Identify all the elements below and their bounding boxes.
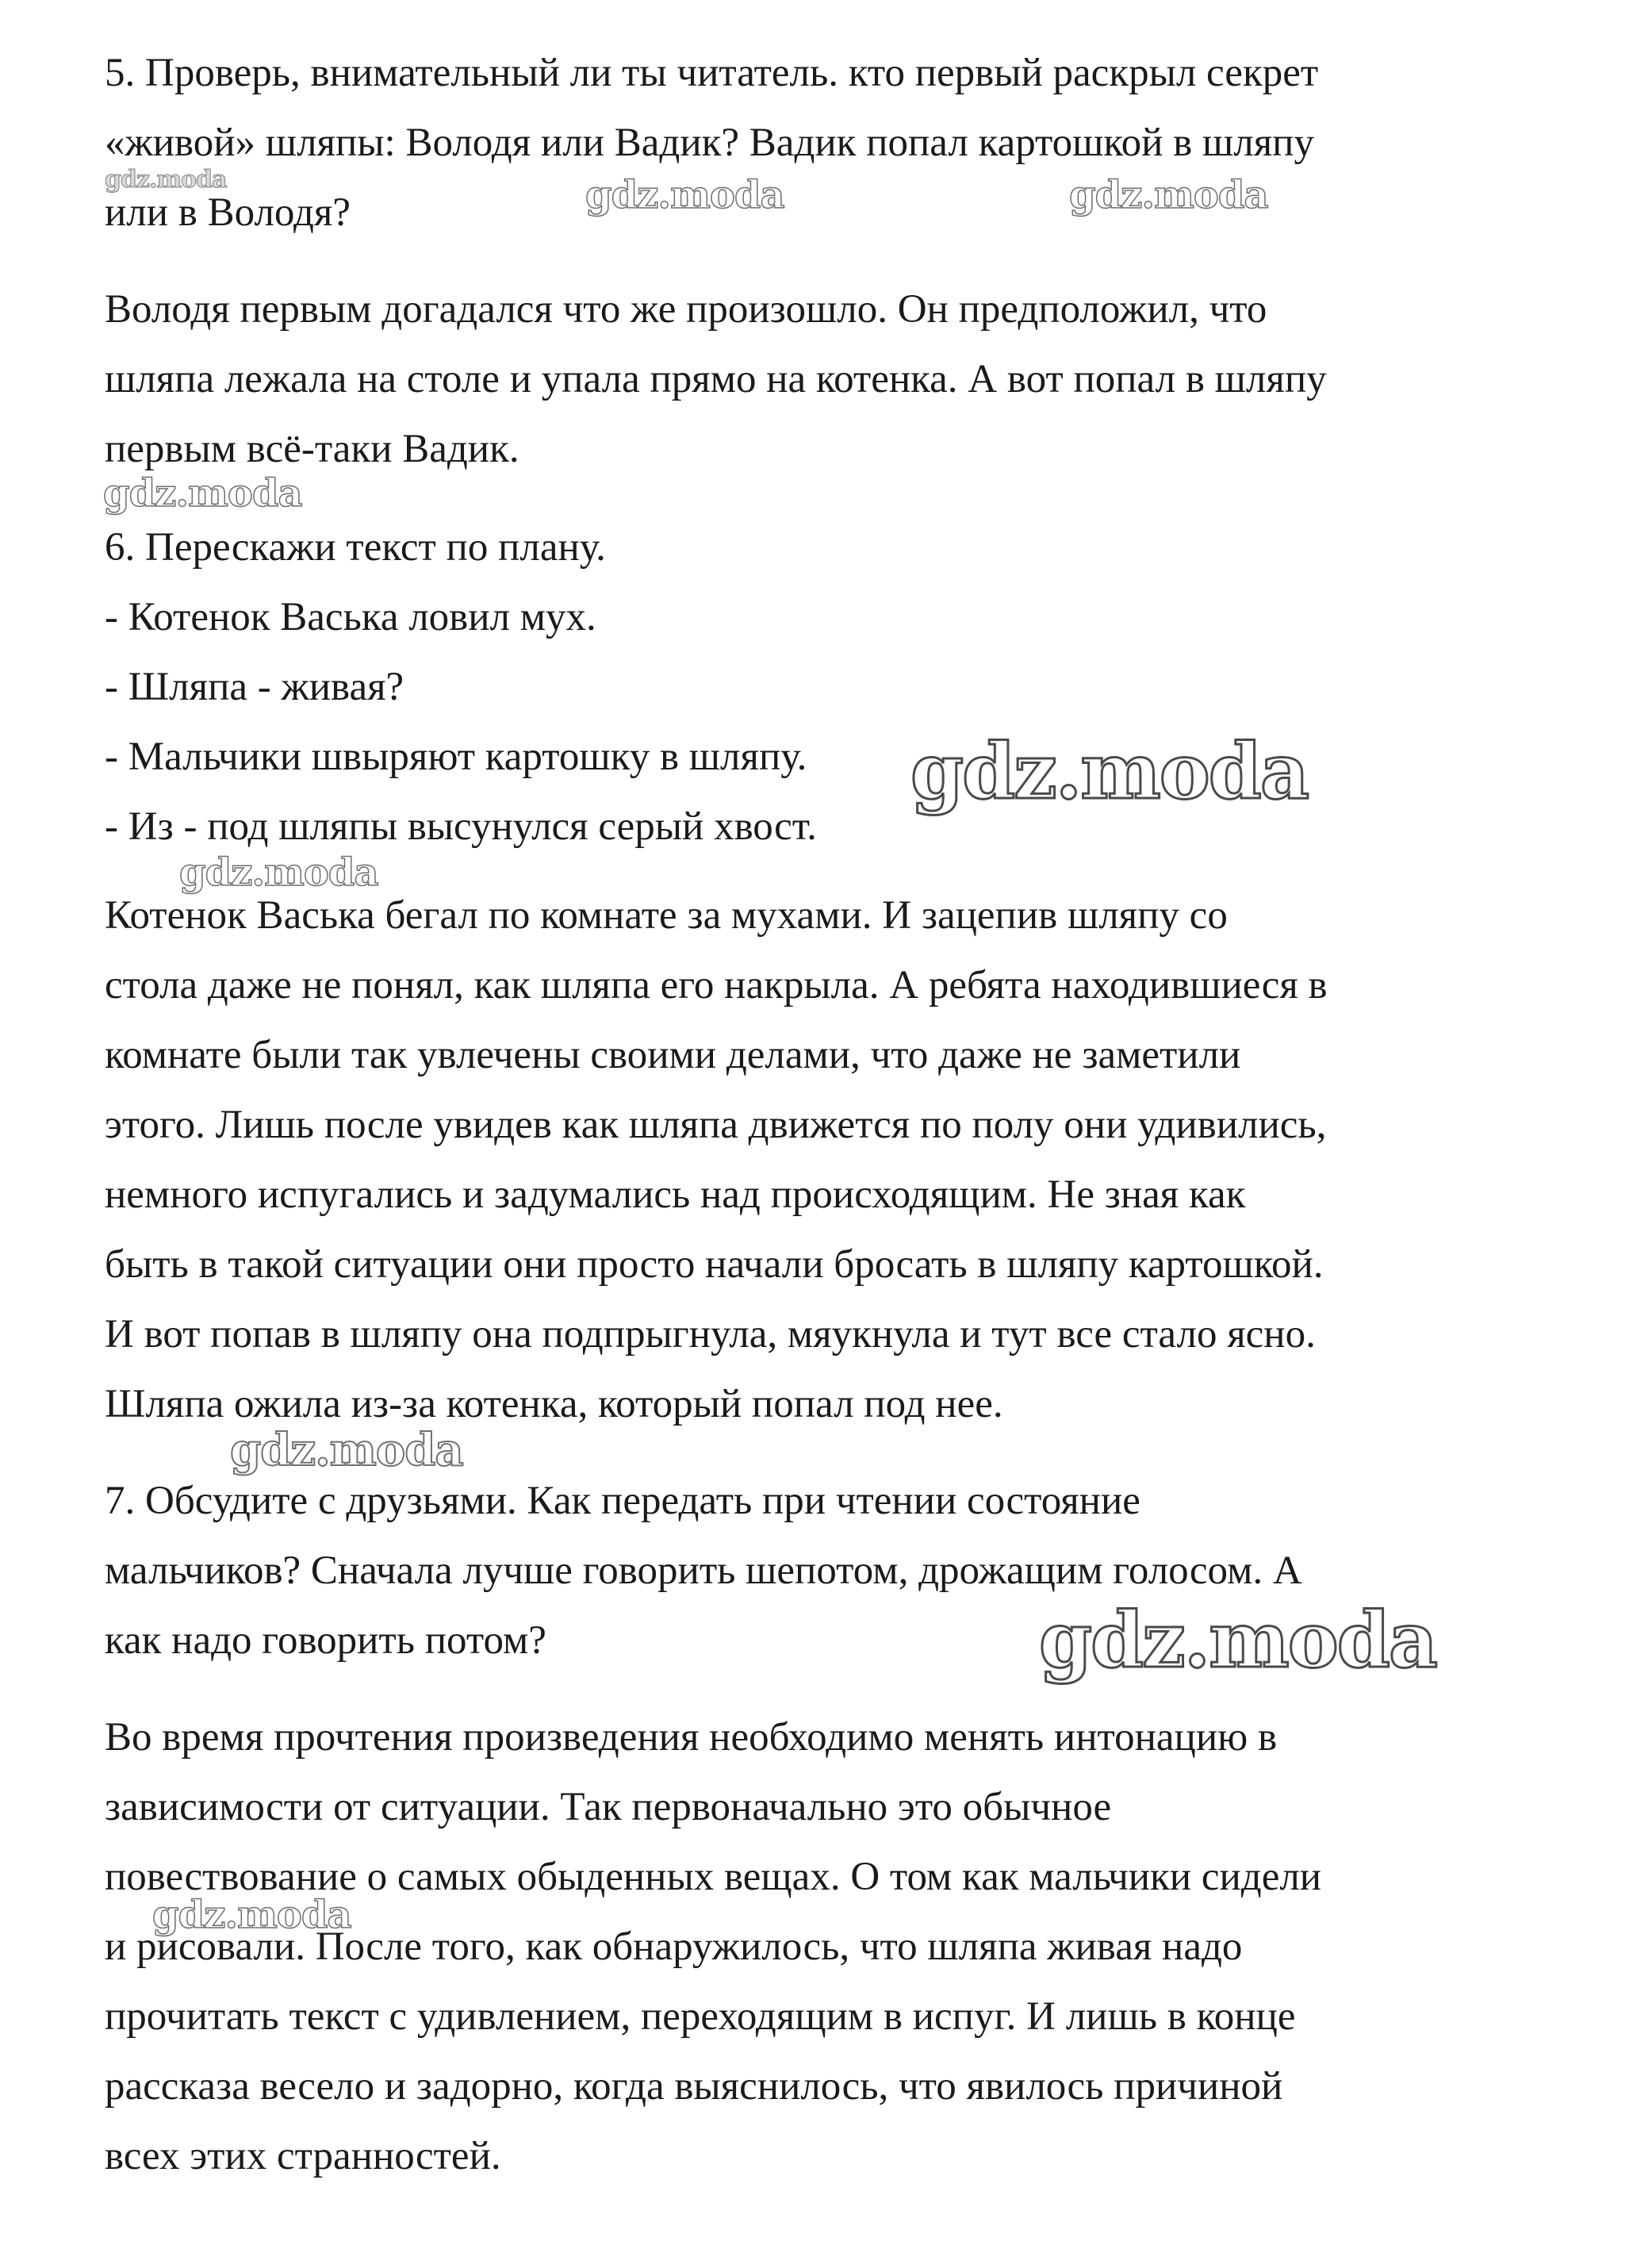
question-5-line: или в Володя? [105,190,351,235]
watermark: gdz.moda [152,1893,351,1937]
question-7-line: 7. Обсудите с друзьями. Как передать при чтении состояние [105,1479,1140,1523]
answer-6-line: комнате были так увлечены своими делами, что даже не заметили [105,1033,1241,1077]
answer-7-line: всех этих странностей. [105,2134,501,2178]
plan-item: - Шляпа - живая? [105,665,404,709]
answer-6-line: стола даже не понял, как шляпа его накрыла. А ребята находившиеся в [105,963,1328,1007]
answer-6-line: Котенок Васька бегал по комнате за мухами. И зацепив шляпу со [105,893,1228,938]
watermark: gdz.moda [1069,173,1268,217]
answer-7-line: и рисовали. После того, как обнаружилось, что шляпа живая надо [105,1925,1243,1969]
question-5-line: «живой» шляпы: Володя или Вадик? Вадик попал картошкой в шляпу [105,121,1314,165]
watermark: gdz.moda [1039,1595,1437,1685]
answer-7-line: прочитать текст с удивлением, переходящим в испуг. И лишь в конце [105,1994,1296,2039]
answer-7-line: рассказа весело и задорно, когда выяснилось, что явилось причиной [105,2064,1283,2109]
answer-6-line: немного испугались и задумались над происходящим. Не зная как [105,1172,1246,1217]
question-7-line: мальчиков? Сначала лучше говорить шепотом, дрожащим голосом. А [105,1548,1302,1593]
plan-item: - Котенок Васька ловил мух. [105,595,596,639]
plan-item: - Мальчики швыряют картошку в шляпу. [105,735,807,779]
watermark: gdz.moda [103,471,302,516]
watermark: gdz.moda [585,173,784,217]
answer-5-line: Володя первым догадался что же произошло. Он предположил, что [105,287,1267,332]
question-6-line: 6. Перескажи текст по плану. [105,525,606,570]
answer-6-line: быть в такой ситуации они просто начали бросать в шляпу картошкой. [105,1242,1324,1287]
answer-5-line: шляпа лежала на столе и упала прямо на котенка. А вот попал в шляпу [105,357,1327,401]
question-5-line: 5. Проверь, внимательный ли ты читатель. кто первый раскрыл секрет [105,51,1319,95]
answer-6-line: Шляпа ожила из-за котенка, который попал под нее. [105,1382,1003,1426]
watermark: gdz.moda [179,850,378,895]
answer-6-line: И вот попав в шляпу она подпрыгнула, мяукнула и тут все стало ясно. [105,1312,1316,1357]
watermark: gdz.moda [910,727,1309,816]
watermark: gdz.moda [105,166,227,194]
answer-6-line: этого. Лишь после увидев как шляпа движется по полу они удивились, [105,1103,1327,1147]
plan-item: - Из - под шляпы высунулся серый хвост. [105,804,817,849]
question-7-line: как надо говорить потом? [105,1618,546,1663]
watermark: gdz.moda [230,1424,463,1476]
answer-7-line: повествование о самых обыденных вещах. О том как мальчики сидели [105,1855,1322,1899]
answer-7-line: зависимости от ситуации. Так первоначально это обычное [105,1785,1112,1829]
answer-5-line: первым всё-таки Вадик. [105,427,519,471]
answer-7-line: Во время прочтения произведения необходимо менять интонацию в [105,1715,1278,1760]
